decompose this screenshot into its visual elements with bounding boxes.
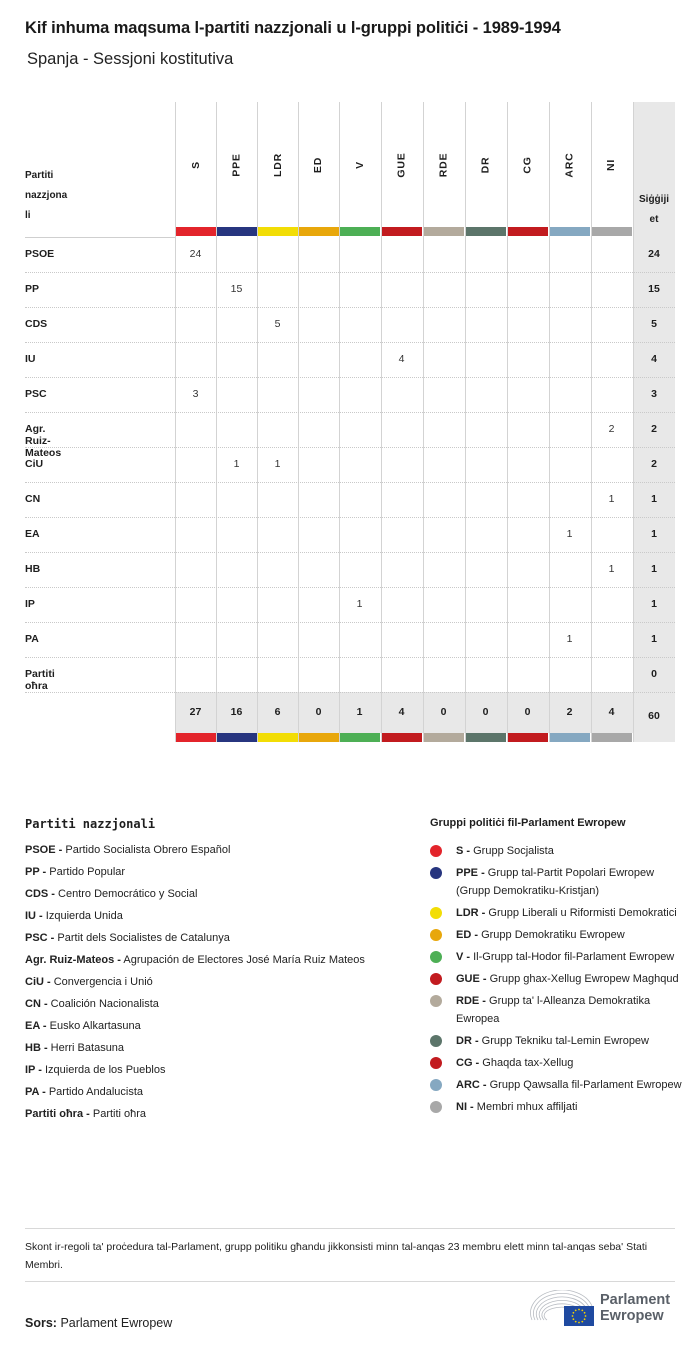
group-column-header bbox=[339, 102, 380, 227]
party-code: PA - bbox=[25, 1086, 46, 1098]
party-name: Partido Andalucista bbox=[48, 1086, 144, 1098]
party-code: CDS - bbox=[25, 888, 55, 900]
group-column-header bbox=[591, 102, 632, 227]
group-code-label: LDR bbox=[271, 152, 284, 177]
table-cell-value: 1 bbox=[608, 493, 615, 505]
parties-legend bbox=[25, 843, 415, 1129]
group-name: Grupp ghax-Xellug Ewropew Maghqud bbox=[489, 973, 679, 985]
group-code-label: V bbox=[353, 160, 366, 169]
table-cell-value: 1 bbox=[566, 633, 573, 645]
party-legend-item bbox=[25, 1063, 415, 1085]
row-party-label: Partiti oħra bbox=[25, 668, 55, 692]
row-total-value: 3 bbox=[651, 388, 657, 400]
group-code: RDE - bbox=[456, 995, 486, 1007]
group-color-bar bbox=[382, 227, 422, 236]
group-column-header bbox=[175, 102, 216, 227]
row-divider bbox=[25, 377, 675, 378]
divider bbox=[25, 1281, 675, 1282]
group-color-bar bbox=[466, 733, 506, 742]
groups-legend-title: Gruppi politiċi fil-Parlament Ewropew bbox=[430, 817, 626, 829]
group-column-header bbox=[216, 102, 257, 227]
column-total-value: 27 bbox=[189, 706, 202, 718]
party-name: Herri Batasuna bbox=[50, 1042, 125, 1054]
group-code: PPE - bbox=[456, 867, 485, 879]
party-code: CiU - bbox=[25, 976, 51, 988]
group-color-bar bbox=[217, 227, 257, 236]
group-column-header bbox=[423, 102, 464, 227]
party-code: PSOE - bbox=[25, 844, 63, 856]
group-name: Grupp Tekniku tal-Lemin Ewropew bbox=[481, 1035, 649, 1047]
party-code: IU - bbox=[25, 910, 43, 922]
column-total-value: 0 bbox=[440, 706, 447, 718]
party-name: Convergencia i Unió bbox=[53, 976, 153, 988]
party-legend-item bbox=[25, 931, 415, 953]
row-total-value: 0 bbox=[651, 668, 657, 680]
column-total-value: 16 bbox=[230, 706, 243, 718]
party-legend-item bbox=[25, 953, 415, 975]
group-color-bar bbox=[508, 227, 548, 236]
row-divider bbox=[25, 342, 675, 343]
group-legend-item bbox=[430, 842, 690, 860]
party-code: CN - bbox=[25, 998, 48, 1010]
group-column-header bbox=[298, 102, 339, 227]
group-code: DR - bbox=[456, 1035, 479, 1047]
group-color-bar bbox=[592, 227, 632, 236]
party-name: Partiti oħra bbox=[92, 1108, 147, 1120]
group-code-label: S bbox=[189, 160, 202, 169]
group-color-bar bbox=[508, 733, 548, 742]
party-code: HB - bbox=[25, 1042, 48, 1054]
group-code: NI - bbox=[456, 1101, 474, 1113]
party-header-line: nazzjona bbox=[25, 190, 68, 201]
group-code-label: RDE bbox=[437, 152, 450, 177]
group-name: Ghaqda tax-Xellug bbox=[482, 1057, 574, 1069]
group-legend-item bbox=[430, 904, 690, 922]
party-legend-item bbox=[25, 865, 415, 887]
group-code: V - bbox=[456, 951, 471, 963]
group-column-header bbox=[507, 102, 548, 227]
group-color-dot-icon bbox=[430, 929, 442, 941]
total-header-line: Siġġiji bbox=[639, 194, 669, 205]
table-cell-value: 1 bbox=[274, 458, 281, 470]
group-color-bar bbox=[466, 227, 506, 236]
row-divider bbox=[25, 692, 675, 693]
total-column-header bbox=[633, 190, 675, 230]
party-name: Partido Socialista Obrero Español bbox=[65, 844, 231, 856]
group-color-dot-icon bbox=[430, 995, 442, 1007]
group-legend-item bbox=[430, 864, 690, 900]
row-divider bbox=[25, 587, 675, 588]
group-legend-item bbox=[430, 1076, 690, 1094]
table-cell-value: 2 bbox=[608, 423, 615, 435]
row-party-label: CN bbox=[25, 493, 41, 505]
footnote: Skont ir-regoli ta' proċedura tal-Parlament, grupp politiku għandu jikkonsisti minn tal-anqas 23 membru elett minn tal-anqas seba' Stati Membri. bbox=[25, 1241, 648, 1271]
row-total-value: 2 bbox=[651, 423, 657, 435]
row-divider bbox=[25, 552, 675, 553]
row-total-value: 24 bbox=[648, 248, 660, 260]
total-header-line: et bbox=[649, 214, 659, 225]
column-total-value: 2 bbox=[566, 706, 573, 718]
party-column-header bbox=[25, 166, 85, 226]
group-color-bar bbox=[550, 733, 590, 742]
group-color-dot-icon bbox=[430, 1101, 442, 1113]
group-color-bar bbox=[258, 227, 298, 236]
group-color-bar bbox=[592, 733, 632, 742]
group-legend-item bbox=[430, 1054, 690, 1072]
table-cell-value: 5 bbox=[274, 318, 281, 330]
party-name: Agrupación de Electores José María Ruiz Mateos bbox=[123, 954, 365, 966]
group-code-label: NI bbox=[605, 158, 618, 171]
party-code: PSC - bbox=[25, 932, 55, 944]
row-divider bbox=[25, 657, 675, 658]
column-total-value: 0 bbox=[482, 706, 489, 718]
group-legend-item bbox=[430, 948, 690, 966]
row-total-value: 1 bbox=[651, 563, 657, 575]
group-color-bar bbox=[424, 733, 464, 742]
group-color-bar bbox=[176, 733, 216, 742]
group-name: Grupp Liberali u Riformisti Demokratici bbox=[488, 907, 677, 919]
logo-text-line: Parlament bbox=[600, 1292, 671, 1308]
row-party-label: HB bbox=[25, 563, 41, 575]
group-legend-item bbox=[430, 992, 690, 1028]
group-code: S - bbox=[456, 845, 471, 857]
table-cell-value: 3 bbox=[192, 388, 199, 400]
column-divider bbox=[633, 102, 634, 742]
row-total-value: 1 bbox=[651, 493, 657, 505]
party-name: Centro Democrático y Social bbox=[58, 888, 198, 900]
header-divider bbox=[25, 237, 175, 238]
table-cell-value: 1 bbox=[608, 563, 615, 575]
row-party-label: PSOE bbox=[25, 248, 55, 260]
party-code: EA - bbox=[25, 1020, 47, 1032]
party-code: IP - bbox=[25, 1064, 42, 1076]
group-code: ARC - bbox=[456, 1079, 487, 1091]
group-color-bar bbox=[424, 227, 464, 236]
table-cell-value: 24 bbox=[189, 248, 202, 260]
group-code: GUE - bbox=[456, 973, 487, 985]
row-total-value: 5 bbox=[651, 318, 657, 330]
row-divider bbox=[25, 272, 675, 273]
group-color-bar bbox=[217, 733, 257, 742]
party-name: Coalición Nacionalista bbox=[50, 998, 159, 1010]
column-total-value: 0 bbox=[524, 706, 531, 718]
row-divider bbox=[25, 307, 675, 308]
source-label: Sors: bbox=[25, 1316, 57, 1330]
group-color-dot-icon bbox=[430, 973, 442, 985]
column-total-value: 4 bbox=[608, 706, 615, 718]
group-code-label: PPE bbox=[230, 152, 243, 177]
group-code: CG - bbox=[456, 1057, 480, 1069]
source-line bbox=[25, 1316, 172, 1330]
logo-text bbox=[600, 1292, 670, 1324]
group-color-bar bbox=[340, 733, 380, 742]
row-divider bbox=[25, 482, 675, 483]
column-total-value: 0 bbox=[315, 706, 322, 718]
row-party-label: Agr. Ruiz-Mateos bbox=[25, 423, 62, 459]
party-legend-item bbox=[25, 1041, 415, 1063]
group-color-bar bbox=[550, 227, 590, 236]
row-party-label: PSC bbox=[25, 388, 47, 400]
party-header-line: li bbox=[25, 210, 31, 221]
european-parliament-logo bbox=[530, 1290, 680, 1332]
party-code: PP - bbox=[25, 866, 47, 878]
group-code-label: GUE bbox=[395, 151, 408, 178]
party-name: Partido Popular bbox=[49, 866, 126, 878]
row-party-label: EA bbox=[25, 528, 40, 540]
group-name: Grupp Socjalista bbox=[473, 845, 554, 857]
table-cell-value: 15 bbox=[230, 283, 243, 295]
party-legend-item bbox=[25, 887, 415, 909]
chart-subtitle: Spanja - Sessjoni kostitutiva bbox=[27, 50, 234, 68]
group-column-header bbox=[549, 102, 590, 227]
group-code-label: DR bbox=[479, 156, 492, 173]
row-total-value: 1 bbox=[651, 633, 657, 645]
group-color-dot-icon bbox=[430, 951, 442, 963]
row-party-label: IP bbox=[25, 598, 35, 610]
hemicycle-flag-icon bbox=[530, 1290, 600, 1328]
group-name: Grupp Demokratiku Ewropew bbox=[481, 929, 625, 941]
group-color-dot-icon bbox=[430, 907, 442, 919]
group-name: Grupp ta' l-Alleanza Demokratika Ewropea bbox=[456, 995, 651, 1025]
group-legend-item bbox=[430, 1098, 690, 1116]
party-code: Partiti oħra - bbox=[25, 1108, 90, 1120]
table-cell-value: 1 bbox=[356, 598, 363, 610]
group-name: Membri mhux affiljati bbox=[476, 1101, 578, 1113]
group-code-label: ED bbox=[312, 156, 325, 173]
party-name: Izquierda Unida bbox=[45, 910, 123, 922]
group-color-bar bbox=[382, 733, 422, 742]
table-cell-value: 1 bbox=[566, 528, 573, 540]
group-code: LDR - bbox=[456, 907, 486, 919]
group-column-header bbox=[257, 102, 298, 227]
source-value: Parlament Ewropew bbox=[60, 1316, 173, 1330]
grand-total-value: 60 bbox=[648, 710, 660, 722]
party-name: Partit dels Socialistes de Catalunya bbox=[57, 932, 230, 944]
row-divider bbox=[25, 447, 675, 448]
party-legend-item bbox=[25, 843, 415, 865]
party-header-line: Partiti bbox=[25, 170, 54, 181]
party-code: Agr. Ruiz-Mateos - bbox=[25, 954, 121, 966]
group-color-bar bbox=[176, 227, 216, 236]
group-code-label: CG bbox=[521, 155, 534, 174]
group-name: Il-Grupp tal-Hodor fil-Parlament Ewropew bbox=[473, 951, 675, 963]
party-name: Eusko Alkartasuna bbox=[49, 1020, 141, 1032]
group-color-dot-icon bbox=[430, 867, 442, 879]
row-party-label: IU bbox=[25, 353, 36, 365]
party-name: Izquierda de los Pueblos bbox=[44, 1064, 166, 1076]
group-color-bar bbox=[299, 227, 339, 236]
row-party-label: CDS bbox=[25, 318, 48, 330]
row-party-label: PP bbox=[25, 283, 40, 295]
table-cell-value: 4 bbox=[398, 353, 405, 365]
party-legend-item bbox=[25, 997, 415, 1019]
row-total-value: 4 bbox=[651, 353, 657, 365]
group-column-header bbox=[381, 102, 422, 227]
row-divider bbox=[25, 412, 675, 413]
row-divider bbox=[25, 622, 675, 623]
row-total-value: 1 bbox=[651, 598, 657, 610]
row-divider bbox=[25, 517, 675, 518]
group-legend-item bbox=[430, 926, 690, 944]
group-column-header bbox=[465, 102, 506, 227]
divider bbox=[25, 1228, 675, 1229]
row-total-value: 15 bbox=[648, 283, 660, 295]
column-total-value: 6 bbox=[274, 706, 281, 718]
party-legend-item bbox=[25, 1085, 415, 1107]
group-code: ED - bbox=[456, 929, 478, 941]
group-color-dot-icon bbox=[430, 1079, 442, 1091]
groups-legend bbox=[430, 842, 690, 1120]
group-color-dot-icon bbox=[430, 1035, 442, 1047]
party-legend-item bbox=[25, 1019, 415, 1041]
group-legend-item bbox=[430, 1032, 690, 1050]
parties-legend-title: Partiti nazzjonali bbox=[25, 817, 156, 831]
group-name: Grupp tal-Partit Popolari Ewropew (Grupp Demokratiku-Kristjan) bbox=[456, 867, 655, 897]
party-legend-item bbox=[25, 975, 415, 997]
row-total-value: 1 bbox=[651, 528, 657, 540]
group-color-dot-icon bbox=[430, 845, 442, 857]
party-legend-item bbox=[25, 909, 415, 931]
party-legend-item bbox=[25, 1107, 415, 1129]
chart-title: Kif inhuma maqsuma l-partiti nazzjonali u l-gruppi politiċi - 1989-1994 bbox=[25, 19, 561, 37]
column-total-value: 1 bbox=[356, 706, 363, 718]
group-color-bar bbox=[258, 733, 298, 742]
group-legend-item bbox=[430, 970, 690, 988]
table-cell-value: 1 bbox=[233, 458, 240, 470]
row-party-label: PA bbox=[25, 633, 39, 645]
column-total-value: 4 bbox=[398, 706, 405, 718]
group-color-dot-icon bbox=[430, 1057, 442, 1069]
row-total-value: 2 bbox=[651, 458, 657, 470]
group-color-bar bbox=[340, 227, 380, 236]
group-color-bar bbox=[299, 733, 339, 742]
group-name: Grupp Qawsalla fil-Parlament Ewropew bbox=[489, 1079, 682, 1091]
group-code-label: ARC bbox=[563, 151, 576, 178]
logo-text-line: Ewropew bbox=[600, 1308, 664, 1324]
row-party-label: CiU bbox=[25, 458, 44, 470]
